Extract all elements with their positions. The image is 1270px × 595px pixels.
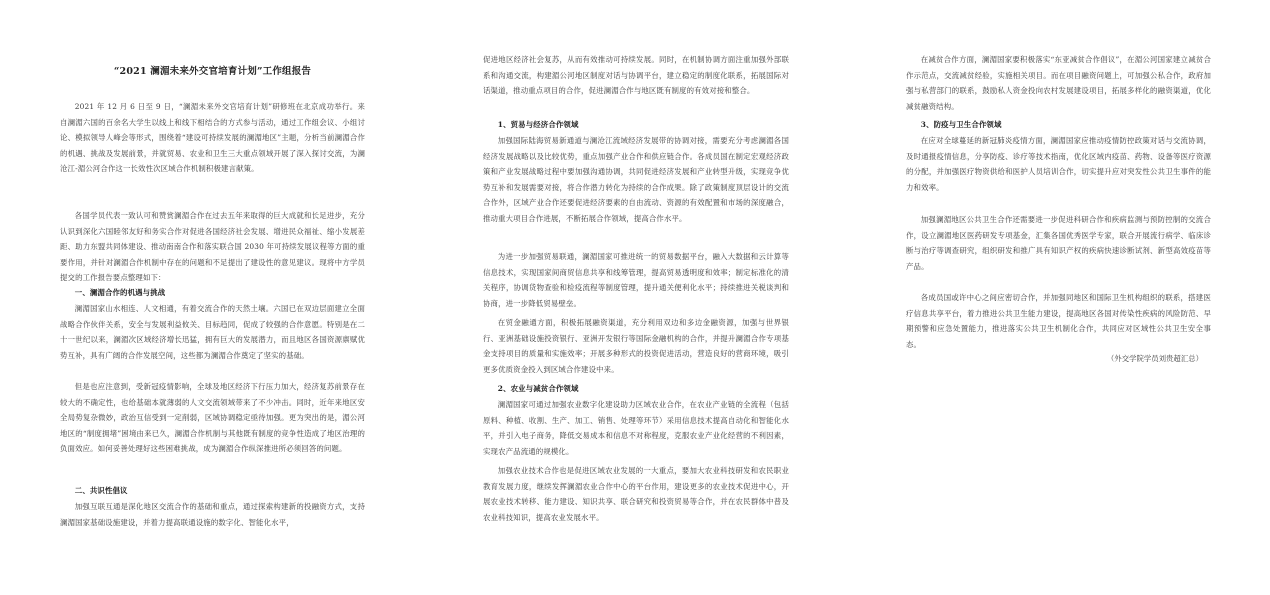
page-left (60, 0, 365, 595)
paragraph-trade-1: 加强国际陆海贸易新通道与澜沧江流域经济发展带的协调对接，需要充分考虑澜湄各国经济发展战略以及比较优势，重点加强产业合作和供应链合作。各成员国在制定宏观经济政策和产业发展战略过程中要加强沟通协调，共同促进经济发展和产业转型升级，实现竞争优势互补和发展需要对接，将合作潜力转化为持续的合作成果。除了政策制度顶层设计的交流合作外，区域产业合作还要促进经济要素的自由流动、资源的有效配置和市场的深度融合，推动重大项目合作进展，不断拓展合作领域，提高合作水平。 (483, 136, 789, 223)
paragraph-agriculture-1: 澜湄国家可通过加强农业数字化建设助力区域农业合作，在农业产业链的全流程（包括原料、种植、收割、生产、加工、销售、处理等环节）采用信息技术提高自动化和智能化水平，并引入电子商务，降低交易成本和信息不对称程度，克服农业产业化经营的不利因素，实现农产品流通的规模化。 (483, 400, 789, 456)
paragraph-health-2: 加强澜湄地区公共卫生合作还需要进一步促进科研合作和疾病监测与预防控制的交流合作，设立澜湄地区医药研发专项基金，汇集各国优秀医学专家，联合开展流行病学、临床诊断与治疗等调查研究，组织研发和推广具有知识产权的疾病快速诊断试剂、新型高效疫苗等产品。 (906, 215, 1211, 271)
paragraph-continuation: 促进地区经济社会复苏，从而有效推动可持续发展。同时，在机制协调方面注重加强外部联系和沟通交流，构建湄公河地区制度对话与协调平台，建立稳定的制度化联系，拓展国际对话渠道，推动重点项目的合作，促进澜湄合作与地区既有制度的有效对接和整合。 (483, 55, 789, 96)
paragraph-poverty: 在减贫合作方面，澜湄国家要积极落实“东亚减贫合作倡议”，在湄公河国家建立减贫合作示范点，交流减贫经验，实施相关项目。而在项目融资问题上，可加强公私合作，政府加强与私营部门的联系，鼓励私人资金投向农村发展建设项目，拓展多样化的融资渠道，优化减贫融资结构。 (906, 55, 1211, 111)
paragraph-trade-2: 为进一步加强贸易联通，澜湄国家可推进统一的贸易数据平台，融入大数据和云计算等信息技术，实现国家间商贸信息共享和线筹管理，提高贸易透明度和效率；制定标准化的清关程序，协调货物查验和检疫流程等制度管理，提升通关便利化水平；持续推进关税谈判和协商，进一步降低贸易壁垒。 (483, 252, 789, 308)
paragraph-agriculture-2: 加强农业技术合作也是促进区域农业发展的一大重点，要加大农业科技研发和农民职业教育发展力度，继续发挥澜湄农业合作中心的平台作用，建设更多的农业技术促进中心，开展农业技术转移、能力建设、知识共享、联合研究和投资贸易等合作，并在农民群体中普及农业科技知识，提高农业发展水平。 (483, 466, 789, 522)
paragraph-trade-3: 在贸金融通方面，积极拓展融资渠道，充分利用双边和多边金融资源，加强与世界银行、亚洲基础设施投资银行、亚洲开发银行等国际金融机构的合作，并提升澜湄合作专项基金支持项目的质量和实施效率；开展多种形式的投资促进活动，营造良好的营商环境，吸引更多优质资金投入到区域合作建设中来。 (483, 318, 789, 374)
signature-line: （外交学院学员刘贵超汇总） (1106, 354, 1203, 363)
subsection-heading-health: 3、防疫与卫生合作领域 (920, 120, 1002, 129)
paragraph-section-2a: 加强互联互通是深化地区交流合作的基础和重点，通过探索构建新的投融资方式，支持澜湄国家基础设施建设，并着力提高联通设施的数字化、智能化水平， (60, 502, 365, 527)
paragraph-intro-1: 2021 年 12 月 6 日至 9 日，“澜湄未来外交官培育计划”研修班在北京成功举行。来自澜湄六国的百余名大学生以线上和线下相结合的方式参与活动，通过工作组会议、小组讨论、模拟领导人峰会等形式，围绕着“建设可持续发展的澜湄地区”主题，分析当前澜湄合作的机遇、挑战及发展前景，并就贸易、农业和卫生三大重点领域开展了深入探讨交流，为澜沧江-湄公河合作这一长效性次区域合作机制积极建言献策。 (60, 102, 365, 174)
paragraph-health-1: 在应对全球蔓延的新冠肺炎疫情方面，澜湄国家应推动疫情防控政策对话与交流协调，及时通报疫情信息，分享防疫、诊疗等技术指南，优化区域内疫苗、药物、设备等医疗资源的分配，并加强医疗物资供给和医护人员培训合作，切实提升应对突发性公共卫生事件的能力和效率。 (906, 136, 1211, 192)
paragraph-section-1a: 澜湄国家山水相连、人文相通，有着交流合作的天然土壤。六国已在双边层面建立全面战略合作伙伴关系，安全与发展利益攸关、目标趋同，促成了较强的合作意愿。特别是在二十一世纪以来，澜湄次区域经济增长迅猛，拥有巨大的发展潜力，而且地区各国资源禀赋优势互补，具有广阔的合作发展空间，这些都为澜湄合作奠定了坚实的基础。 (60, 304, 365, 360)
paragraph-health-3: 各成员国或许中心之间应密切合作，并加强同地区和国际卫生机构组织的联系，搭建医疗信息共享平台，着力推进公共卫生能力建设，提高地区各国对传染性疾病的风险防范、早期预警和应急处置能力，推进落实公共卫生机制化合作，共同应对区域性公共卫生安全事态。 (906, 293, 1211, 349)
document-title: “2021 澜湄未来外交官培育计划”工作组报告 (113, 66, 312, 77)
paragraph-intro-2: 各国学员代表一致认可和赞赏澜湄合作在过去五年来取得的巨大成就和长足进步，充分认识到深化六国睦邻友好和务实合作对促进各国经济社会发展、增进民众福祉、缩小发展差距、助力东盟共同体建设、推动南南合作和落实联合国 2030 年可持续发展议程等方面的重要作用，并针对澜湄合作机制中存在的问题和不足提出了建设性的意见建议。现将中方学员提交的工作报告要点整理如下： (60, 211, 365, 283)
page-right (906, 0, 1211, 595)
subsection-heading-agriculture: 2、农业与减贫合作领域 (497, 384, 579, 393)
section-heading-2: 二、共识性倡议 (74, 486, 128, 495)
subsection-heading-trade: 1、贸易与经济合作领域 (497, 120, 579, 129)
section-heading-1: 一、澜湄合作的机遇与挑战 (74, 288, 166, 297)
page-middle (483, 0, 789, 595)
paragraph-section-1b: 但是也应注意到，受新冠疫情影响，全球及地区经济下行压力加大，经济复苏前景存在较大的不确定性，也给基础本就薄弱的人文交流领域带来了不少冲击。同时，近年来地区安全局势复杂微妙，政治互信受到一定削弱，区域协调稳定亟待加强。更为突出的是，湄公河地区的“制度拥堵”困境由来已久，澜湄合作机制与其他既有制度的竞争性造成了地区治理的负面效应。如何妥善处理好这些困难挑战，成为澜湄合作纵深推进所必须回答的问题。 (60, 382, 365, 454)
